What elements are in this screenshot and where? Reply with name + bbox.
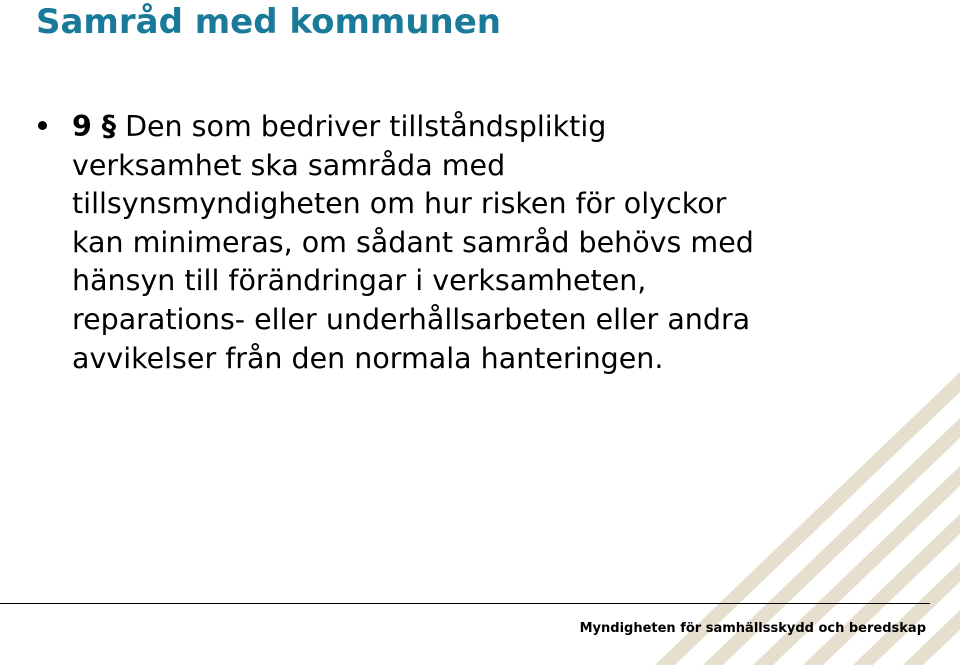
bullet-line-1 bbox=[72, 108, 942, 147]
bullet-line-5: hänsyn till förändringar i verksamheten, bbox=[72, 264, 647, 298]
footer-organization: Myndigheten för samhällsskydd och beredskap bbox=[579, 621, 926, 636]
bullet-line-3: tillsynsmyndigheten om hur risken för olyckor bbox=[72, 187, 727, 221]
paragraph-reference: 9 § bbox=[72, 110, 117, 143]
slide-title: Samråd med kommunen bbox=[36, 2, 501, 42]
bullet-text bbox=[72, 108, 942, 378]
bullet-line-1-text: Den som bedriver tillståndspliktig bbox=[116, 110, 607, 143]
bullet-line-4: kan minimeras, om sådant samråd behövs med bbox=[72, 225, 754, 259]
bullet-icon bbox=[38, 121, 47, 130]
bullet-line-7: avvikelser från den normala hanteringen. bbox=[72, 341, 664, 375]
bullet-line-6: reparations- eller underhållsarbeten eller andra bbox=[72, 302, 751, 336]
footer-divider bbox=[0, 603, 930, 604]
bullet-line-2: verksamhet ska samråda med bbox=[72, 148, 506, 182]
